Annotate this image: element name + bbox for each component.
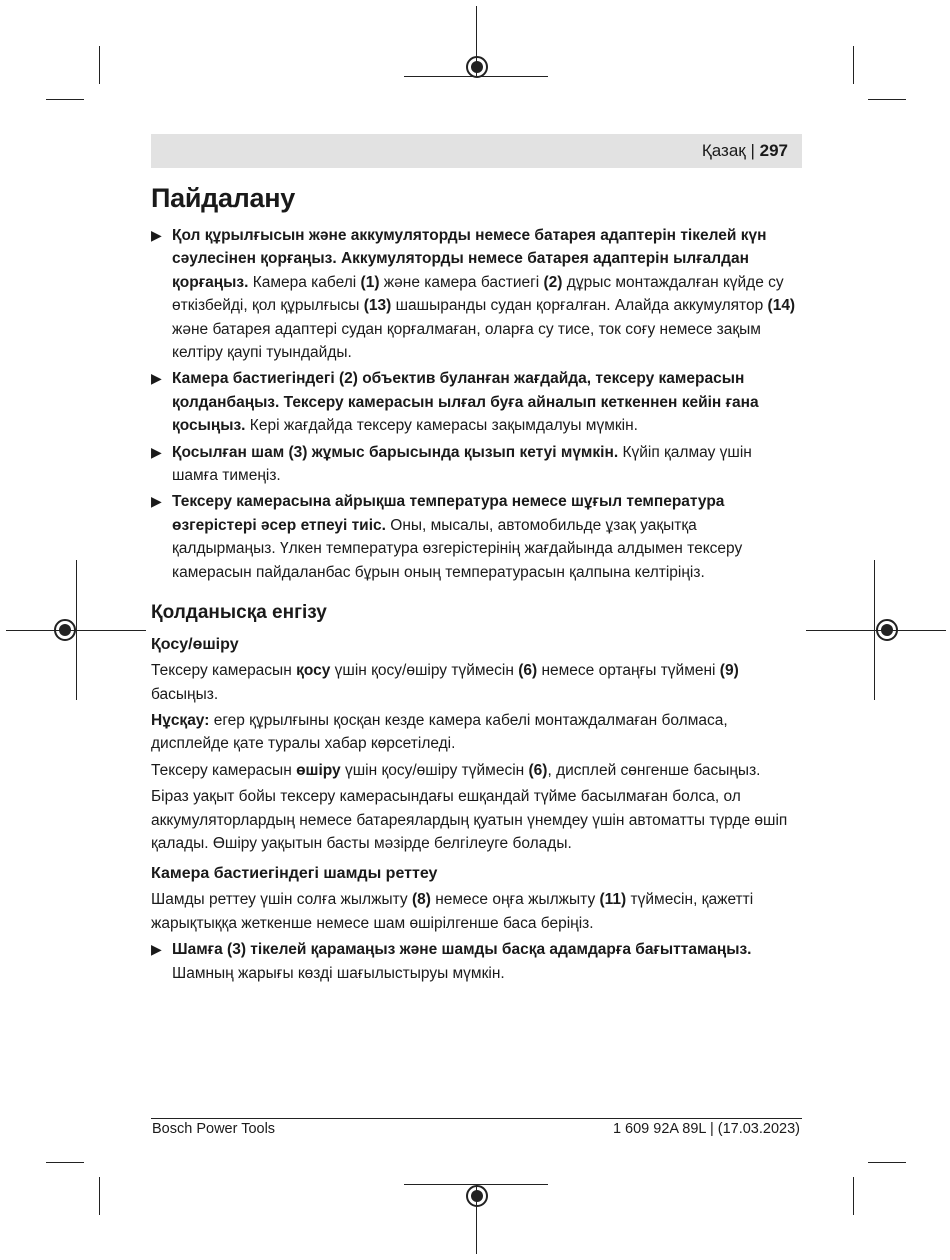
bold-text: өшіру <box>296 761 341 779</box>
bullet-text: және камера бастиегі <box>379 273 544 291</box>
footer-doc-id: 1 609 92A 89L | (17.03.2023) <box>612 1121 800 1137</box>
reference-number: (8) <box>411 891 431 909</box>
registration-mark-icon <box>466 1185 488 1207</box>
bullet-text: және батарея адаптері судан қорғалмаған, оларға су тисе, ток соғу немесе зақым келтіру қаупі туындайды. <box>172 320 761 362</box>
text: үшін қосу/өшіру түймесін <box>340 761 529 779</box>
note-label: Нұсқау: <box>151 711 210 729</box>
crop-mark <box>99 46 100 84</box>
bullet-bold: Қосылған шам (3) жұмыс барысында қызып кетуі мүмкін. <box>172 443 619 461</box>
crop-mark <box>99 1177 100 1215</box>
note-paragraph <box>151 709 802 756</box>
bold-text: қосу <box>296 662 331 680</box>
reference-number: (13) <box>363 297 392 315</box>
crop-mark <box>868 99 906 100</box>
crop-mark <box>6 630 146 631</box>
warning-bullet <box>151 224 802 364</box>
bullet-icon: ▶ <box>151 443 162 460</box>
reference-number: (9) <box>719 662 739 680</box>
paragraph: Біраз уақыт бойы тексеру камерасындағы ешқандай түйме басылмаған болса, ол аккумуляторлардың немесе батареялардың қуатын үнемдеу үшін автоматты түрде өшіп қалады. Өшіру уақытын басты мәзірде белгілеуге болады. <box>151 788 788 852</box>
header-label <box>702 141 788 161</box>
reference-number: (1) <box>360 273 380 291</box>
footer-divider <box>151 1118 802 1119</box>
bullet-text: дұрыс монтаждалған күйде су өткізбейді, қол құрылғысы <box>172 273 784 315</box>
footer-brand: Bosch Power Tools <box>152 1121 276 1137</box>
bullet-bold: Тексеру камерасына айрықша температура немесе шұғыл температура өзгерістері әсер етпеуі тиіс. <box>172 493 725 534</box>
warning-bullet <box>151 367 802 437</box>
reference-number: (6) <box>528 761 548 779</box>
warning-bullet <box>151 441 802 488</box>
warning-bullet <box>151 938 802 985</box>
reference-number: (6) <box>518 662 538 680</box>
bullet-text: Шамның жарығы көзді шағылыстыруы мүмкін. <box>172 964 505 982</box>
bullet-bold: Қол құрылғысын және аккумуляторды немесе батарея адаптерін тікелей күн сәулесінен қорғаңыз. Аккумуляторды немесе батарея адаптерін ылғалдан қорғаңыз. <box>172 227 767 291</box>
header-separator: | <box>750 141 755 160</box>
text: , дисплей сөнгенше басыңыз. <box>547 761 761 779</box>
crop-mark <box>853 1177 854 1215</box>
crop-mark <box>868 1162 906 1163</box>
subsection-title: Камера бастиегіндегі шамды реттеу <box>151 865 438 883</box>
reference-number: (14) <box>767 297 796 315</box>
page-number: 297 <box>759 141 788 160</box>
paragraph <box>151 759 802 782</box>
text: немесе оңға жылжыту <box>430 891 600 909</box>
section-title: Қолданысқа енгізу <box>151 602 327 624</box>
crop-mark <box>46 1162 84 1163</box>
page-title: Пайдалану <box>151 183 295 213</box>
bullet-text: шашыранды судан қорғалған. Алайда аккумулятор <box>391 297 768 315</box>
registration-mark-icon <box>54 619 76 641</box>
bullet-icon: ▶ <box>151 370 162 387</box>
header-language: Қазақ <box>701 141 746 160</box>
text: немесе ортаңғы түймені <box>537 662 720 680</box>
bullet-icon: ▶ <box>151 941 162 958</box>
bullet-bold: Камера бастиегіндегі (2) объектив буланған жағдайда, тексеру камерасын қолданбаңыз. Тексеру камерасын ылғал буға айналып кеткеннен кейін ғана қосыңыз. <box>172 370 759 435</box>
paragraph <box>151 659 802 706</box>
bullet-text: Оны, мысалы, автомобильде ұзақ уақытқа қалдырмаңыз. Үлкен температура өзгерістерінің жағдайында алдымен тексеру камерасын пайдаланбас бұрын оның температурасын қалпына келтіріңіз. <box>172 516 743 581</box>
text: басыңыз. <box>151 685 219 703</box>
bullet-icon: ▶ <box>151 227 162 243</box>
main-content <box>151 183 802 988</box>
reference-number: (11) <box>599 891 627 909</box>
text: Шамды реттеу үшін солға жылжыту <box>151 891 412 909</box>
bullet-icon: ▶ <box>151 493 162 510</box>
text: Тексеру камерасын <box>151 662 297 680</box>
registration-mark-icon <box>876 619 898 641</box>
bullet-text: Күйіп қалмау үшін шамға тимеңіз. <box>172 443 752 485</box>
crop-mark <box>853 46 854 84</box>
text: түймесін, қажетті жарықтыққа жеткенше немесе шам өшірілгенше баса беріңіз. <box>151 891 754 932</box>
text: Тексеру камерасын <box>151 761 297 779</box>
paragraph <box>151 888 802 935</box>
crop-mark <box>46 99 84 100</box>
subsection-title: Қосу/өшіру <box>151 636 239 654</box>
text: егер құрылғыны қосқан кезде камера кабелі монтаждалмаған болмаса, дисплейде қате туралы хабар көрсетіледі. <box>151 711 728 753</box>
bullet-bold: Шамға (3) тікелей қарамаңыз және шамды басқа адамдарға бағыттамаңыз. <box>172 941 752 959</box>
warning-bullet <box>151 490 802 584</box>
bullet-text: Кері жағдайда тексеру камерасы зақымдалуы мүмкін. <box>245 417 638 435</box>
reference-number: (2) <box>543 273 563 291</box>
registration-mark-icon <box>466 56 488 78</box>
text: үшін қосу/өшіру түймесін <box>330 662 519 680</box>
page-header <box>151 134 802 168</box>
bullet-text: Камера кабелі <box>248 273 361 291</box>
